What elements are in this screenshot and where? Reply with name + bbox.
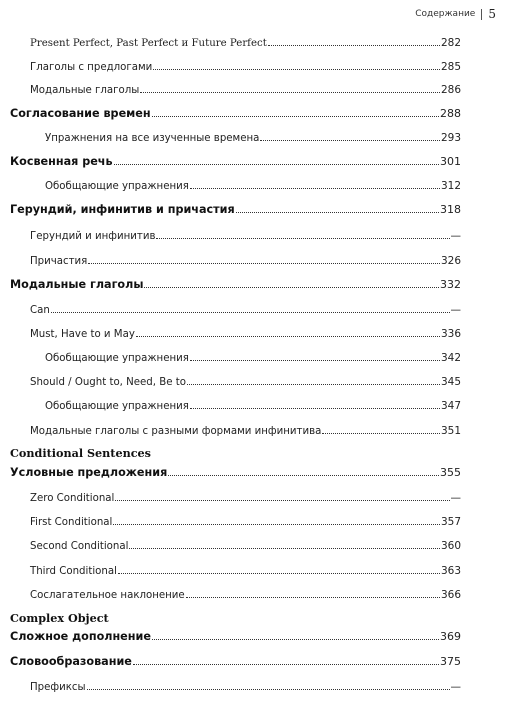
- dot-leader: [186, 588, 440, 598]
- toc-entry-label: Обобщающие упражнения: [45, 353, 189, 364]
- toc-chapter-label: Герундий, инфинитив и причастия: [10, 203, 235, 216]
- toc-entry-page: 326: [440, 255, 461, 267]
- toc-entry-label: Герундий и инфинитив: [30, 231, 156, 242]
- toc-entry: [45, 351, 461, 369]
- toc-chapter: [10, 203, 461, 221]
- toc-entry-label: Zero Conditional: [30, 493, 115, 504]
- dot-leader: [136, 327, 440, 337]
- toc-entry: [30, 229, 461, 247]
- toc-entry: [30, 539, 461, 557]
- toc-entry-label: Present Perfect, Past Perfect и Future Perfect: [30, 38, 267, 49]
- dot-leader: [51, 303, 450, 313]
- dot-leader: [190, 351, 440, 361]
- toc-entry: [30, 564, 461, 582]
- dot-leader: [152, 107, 439, 117]
- dot-leader: [144, 278, 439, 288]
- toc-entry-label: Упражнения на все изученные времена: [45, 133, 260, 144]
- toc-entry: [30, 60, 461, 78]
- toc-entry: [30, 491, 461, 509]
- toc-entry-page: 363: [440, 565, 461, 577]
- dot-leader: [87, 680, 450, 690]
- toc-entry-page: 285: [440, 61, 461, 73]
- toc-entry-page: 286: [440, 84, 461, 96]
- dot-leader: [153, 60, 440, 70]
- toc-entry-label: Must, Have to и May: [30, 329, 135, 340]
- toc-entry-page: 318: [440, 203, 461, 216]
- toc-entry-page: —: [450, 492, 461, 504]
- toc-entry-label: Модальные глаголы: [30, 85, 140, 96]
- toc-entry-page: 347: [440, 400, 461, 412]
- toc-entry-page: 360: [440, 540, 461, 552]
- toc-entry-page: —: [450, 230, 461, 242]
- toc-entry-page: —: [450, 681, 461, 693]
- toc-part-heading: Conditional Sentences: [10, 446, 151, 460]
- toc-entry-label: Should / Ought to, Need, Be to: [30, 377, 186, 388]
- toc-entry-label: Обобщающие упражнения: [45, 181, 189, 192]
- toc-chapter-label: Согласование времен: [10, 107, 151, 120]
- toc-entry-label: First Conditional: [30, 517, 113, 528]
- toc-entry: [45, 179, 461, 197]
- toc-entry: [30, 36, 461, 54]
- dot-leader: [187, 375, 440, 385]
- toc-entry-page: 336: [440, 328, 461, 340]
- dot-leader: [268, 36, 440, 46]
- toc-entry-label: Префиксы: [30, 682, 86, 693]
- toc-entry-label: Second Conditional: [30, 541, 129, 552]
- dot-leader: [322, 424, 440, 434]
- toc-entry-page: 366: [440, 589, 461, 601]
- toc-chapter-label: Сложное дополнение: [10, 630, 151, 643]
- toc-part-heading: Complex Object: [10, 611, 109, 625]
- toc-entry-page: 312: [440, 180, 461, 192]
- toc-entry: [30, 327, 461, 345]
- toc-entry-label: Обобщающие упражнения: [45, 401, 189, 412]
- dot-leader: [115, 491, 449, 501]
- toc-entry-page: —: [450, 304, 461, 316]
- toc-entry-page: 342: [440, 352, 461, 364]
- dot-leader: [190, 399, 440, 409]
- toc-entry-label: Third Conditional: [30, 566, 117, 577]
- toc-chapter: [10, 466, 461, 484]
- dot-leader: [88, 254, 440, 264]
- dot-leader: [129, 539, 440, 549]
- toc-entry-page: 282: [440, 37, 461, 49]
- toc-chapter: [10, 107, 461, 125]
- toc-entry-page: 375: [440, 655, 461, 668]
- toc-chapter: [10, 655, 461, 673]
- toc-entry-page: 351: [440, 425, 461, 437]
- toc-chapter: [10, 155, 461, 173]
- toc-entry-label: Сослагательное наклонение: [30, 590, 185, 601]
- toc-entry: [30, 588, 461, 606]
- toc-chapter: [10, 278, 461, 296]
- toc-entry-page: 345: [440, 376, 461, 388]
- dot-leader: [260, 131, 440, 141]
- page-number: 5: [488, 7, 496, 21]
- toc-entry-page: 357: [440, 516, 461, 528]
- toc-entry: [30, 680, 461, 698]
- toc-entry-label: Причастия: [30, 256, 88, 267]
- toc-entry-page: 301: [440, 155, 461, 168]
- toc-chapter: [10, 630, 461, 648]
- toc-entry-label: Модальные глаголы с разными формами инфинитива: [30, 426, 322, 437]
- toc-entry: [30, 375, 461, 393]
- running-head-divider: [481, 9, 482, 20]
- dot-leader: [156, 229, 449, 239]
- dot-leader: [118, 564, 440, 574]
- dot-leader: [152, 630, 439, 640]
- toc-chapter-label: Условные предложения: [10, 466, 168, 479]
- toc-entry: [45, 131, 461, 149]
- running-head-section: Содержание: [415, 9, 476, 19]
- toc-entry-label: Can: [30, 305, 50, 316]
- dot-leader: [113, 515, 440, 525]
- toc-entry: [30, 515, 461, 533]
- toc-chapter-label: Словообразование: [10, 655, 132, 668]
- toc-entry-page: 355: [440, 466, 461, 479]
- toc-entry-page: 332: [440, 278, 461, 291]
- toc-entry-page: 369: [440, 630, 461, 643]
- toc-entry: [30, 303, 461, 321]
- dot-leader: [140, 83, 440, 93]
- toc-entry-page: 293: [440, 132, 461, 144]
- toc-chapter-label: Косвенная речь: [10, 155, 113, 168]
- dot-leader: [114, 155, 439, 165]
- toc-entry-label: Глаголы с предлогами: [30, 62, 153, 73]
- toc-chapter-label: Модальные глаголы: [10, 278, 144, 291]
- dot-leader: [190, 179, 440, 189]
- dot-leader: [236, 203, 439, 213]
- toc-entry: [30, 83, 461, 101]
- toc-entry: [30, 424, 461, 442]
- dot-leader: [133, 655, 439, 665]
- toc-entry-page: 288: [440, 107, 461, 120]
- toc-entry: [45, 399, 461, 417]
- dot-leader: [168, 466, 439, 476]
- toc-entry: [30, 254, 461, 272]
- running-head: [415, 6, 496, 22]
